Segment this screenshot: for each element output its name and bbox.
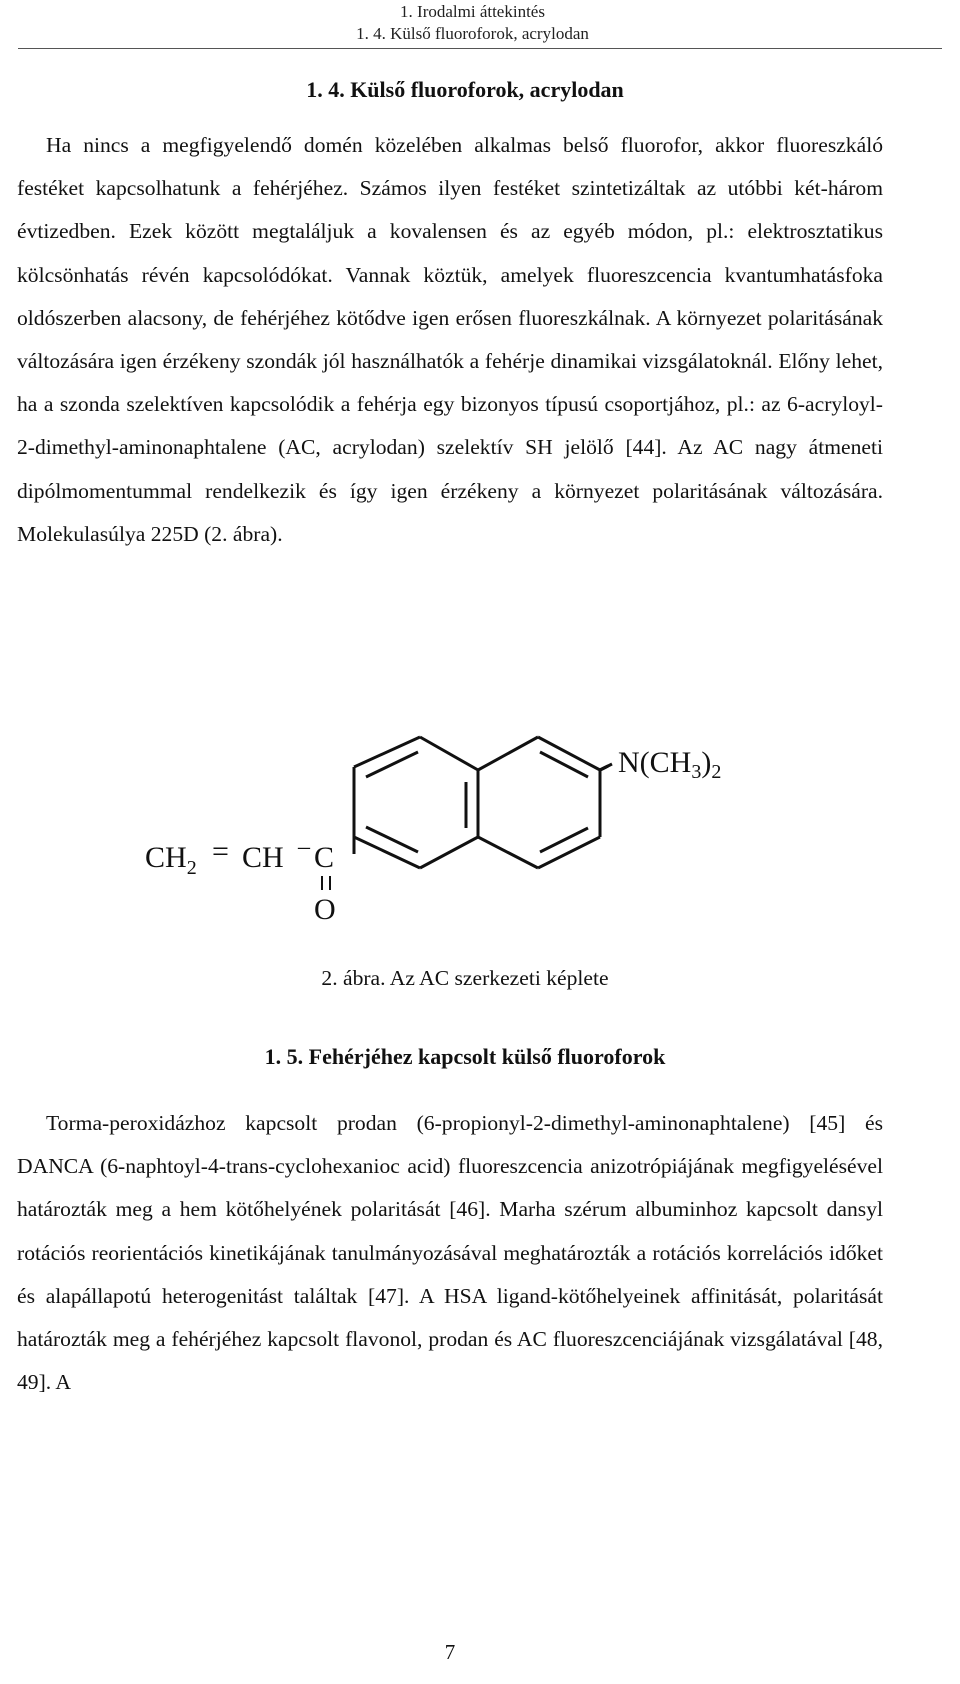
page-number: 7 — [444, 1640, 456, 1664]
carbonyl-oxygen-label: O — [314, 893, 336, 926]
amine-group-label: $N(CH_3)_2$ — [618, 746, 722, 783]
vinyl-ch-label: CH — [242, 841, 284, 874]
header-chapter: 1. Irodalmi áttekintés — [400, 2, 545, 21]
header-section: 1. 4. Külső fluoroforok, acrylodan — [356, 24, 589, 43]
double-bond-symbol: = — [212, 835, 229, 868]
paragraph-protein-bound-fluorophores: Torma-peroxidázhoz kapcsolt prodan (6-propionyl-2-dimethyl-aminonaphtalene) [45] és DANCA (6-naphtoyl-4-trans-cyclohexanioc acid) fluoreszcencia anizotrópiájának megfigyelésével határozták meg a hem kötőhelyének polaritását [46]. Marha szérum albuminhoz kapcsolt dansyl rotációs reorientációs kinetikájának tanulmányozásával meghatározták a rotációs korrelációs időket és alapállapotú heterogenitást találtak [47]. A HSA ligand-kötőhelyeinek affinitását, polaritását határozták meg a fehérjéhez kapcsolt flavonol, prodan és AC fluoreszcenciájának vizsgálatával [48, 49]. A — [17, 1111, 883, 1395]
bond-line — [354, 737, 420, 767]
header-divider — [18, 48, 942, 49]
section-title-1-5: 1. 5. Fehérjéhez kapcsolt külső fluoroforok — [264, 1044, 666, 1069]
ac-structural-formula — [130, 730, 830, 950]
carbonyl-carbon-label: C — [314, 841, 335, 874]
paragraph-external-fluorophores: Ha nincs a megfigyelendő domén közelében alkalmas belső fluorofor, akkor fluoreszkáló festéket kapcsolhatunk a fehérjéhez. Számos ilyen festéket szintetizáltak az utóbbi két-három évtizedben. Ezek között megtaláljuk a kovalensen és az egyéb módon, pl.: elektrosztatikus kölcsönhatás révén kapcsolódókat. Vannak köztük, amelyek fluoreszcencia kvantumhatásfoka oldószerben alacsony, de fehérjéhez kötődve igen erősen fluoreszkálnak. A környezet polaritásának változására igen érzékeny szondák jól használhatók a fehérje dinamikai vizsgálatoknál. Előny lehet, ha a szonda szelektíven kapcsolódik a fehérja egy bizonyos típusú csoportjához, pl.: az 6-acryloyl-2-dimethyl-aminonaphtalene (AC, acrylodan) szelektív SH jelölő [44]. Az AC nagy átmeneti dipólmomentummal rendelkezik és így igen érzékeny a környezet polaritásának változására. Molekulasúlya 225D (2. ábra). — [17, 133, 883, 546]
structure-diagram — [130, 730, 830, 950]
figure-caption: 2. ábra. Az AC szerkezeti képlete — [321, 966, 609, 990]
vinyl-ch2-label: $CH_2$ — [145, 841, 197, 879]
single-bond-symbol: – — [298, 834, 310, 860]
section-title-1-4: 1. 4. Külső fluoroforok, acrylodan — [306, 77, 624, 102]
